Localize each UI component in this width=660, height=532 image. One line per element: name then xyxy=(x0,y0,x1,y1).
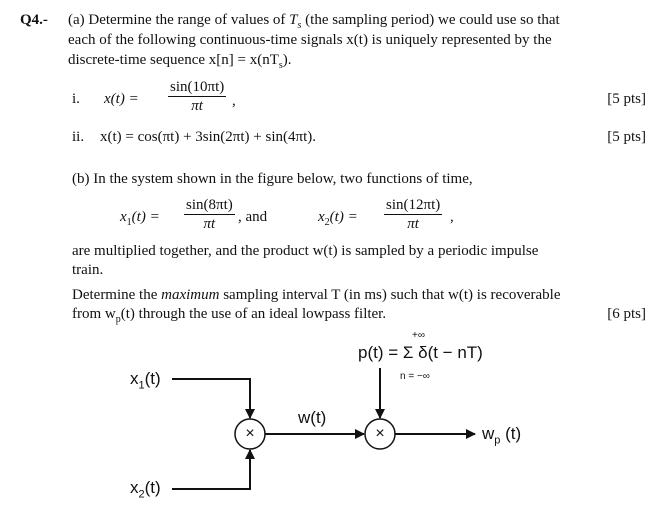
x2-diagram-label: $x_2(t)$ xyxy=(130,478,161,501)
item-ii-expression: x(t) = cos(πt) + 3sin(2πt) + sin(4πt). xyxy=(100,129,316,145)
x2-denominator: πt xyxy=(407,216,419,232)
and-word: , and xyxy=(238,209,268,225)
x1-numerator: sin(8πt) xyxy=(186,197,233,213)
x1-signal-line xyxy=(172,379,250,418)
part-a-intro-1: (a) Determine the range of values of xyxy=(68,12,286,28)
item-i-lhs: x(t) = xyxy=(104,91,139,107)
part-a-line2: each of the following continuous-time signals x(t) is uniquely represented by the xyxy=(68,32,552,48)
x2-numerator: sin(12πt) xyxy=(386,197,441,213)
item-i-denominator: πt xyxy=(191,98,203,114)
x2-signal-line xyxy=(172,450,250,489)
part-a-line3: discrete-time sequence $x[n] = x(nT_s)$. xyxy=(68,52,292,71)
determine-line-2: from $w_p(t)$ through the use of an ideal lowpass filter. xyxy=(72,306,387,325)
determine-line-1: Determine the maximum sampling interval T (in ms) such that w(t) is recoverable xyxy=(72,287,561,303)
question-label: Q4.- xyxy=(20,12,48,28)
maximum-word: maximum xyxy=(161,287,220,303)
output-diagram-label: $w_p$ (t) xyxy=(482,424,522,447)
item-ii-points: [5 pts] xyxy=(607,129,646,145)
part-b-points: [6 pts] xyxy=(607,306,646,322)
multiply-line-2: train. xyxy=(72,262,104,278)
w-diagram-label: w(t) xyxy=(298,408,327,427)
multiply-line-1: are multiplied together, and the product w(t) is sampled by a periodic impulse xyxy=(72,243,539,259)
item-i-label: i. xyxy=(72,91,80,107)
p-diagram-label: p(t) = Σ δ(t − nT) xyxy=(358,343,483,362)
part-b-intro: (b) In the system shown in the figure below, two functions of time, xyxy=(72,171,473,187)
part-a-intro-2: (the sampling period) we could use so that xyxy=(305,12,560,28)
item-ii-label: ii. xyxy=(72,129,85,145)
multiplier-2-symbol: × xyxy=(375,425,385,442)
ts-symbol: $T_s$ xyxy=(289,12,302,31)
item-i-numerator: sin(10πt) xyxy=(170,79,225,95)
sum-lower-limit: n = −∞ xyxy=(400,371,430,382)
x2-definition-lhs: $x_2(t)$ = xyxy=(318,209,358,228)
x1-diagram-label: $x_1(t)$ xyxy=(130,369,161,392)
item-i-points: [5 pts] xyxy=(607,91,646,107)
x2-tail: , xyxy=(450,209,454,225)
x1-definition-lhs: $x_1(t)$ = xyxy=(120,209,160,228)
item-i-tail: , xyxy=(232,93,236,109)
sum-upper-limit: +∞ xyxy=(412,330,425,341)
multiplier-1-symbol: × xyxy=(245,425,255,442)
x1-denominator: πt xyxy=(203,216,216,232)
